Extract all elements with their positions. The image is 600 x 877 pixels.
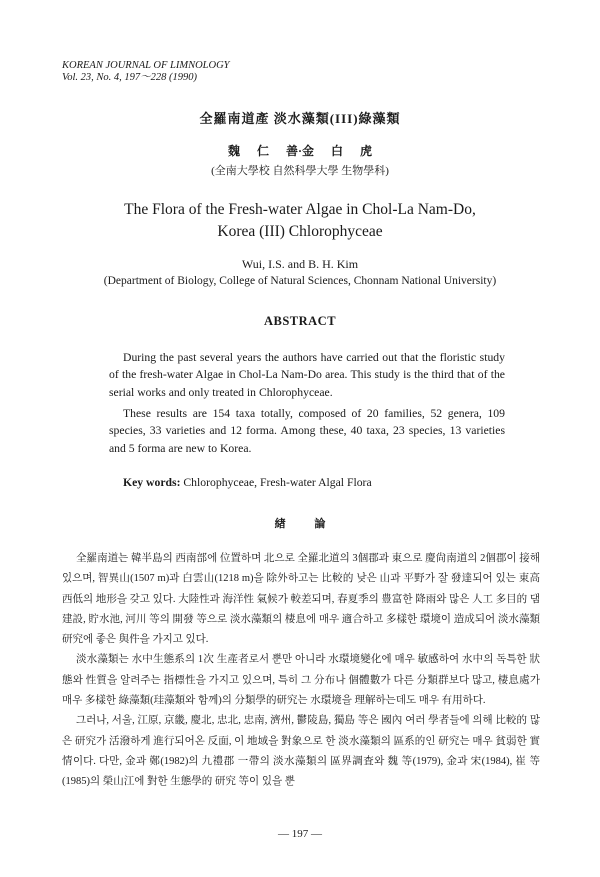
korean-affiliation: (全南大學校 自然科學大學 生物學科) bbox=[211, 165, 389, 177]
keywords-label: Key words: bbox=[123, 476, 181, 489]
body-paragraph-2: 淡水藻類는 水中生態系의 1次 生產者로서 뿐만 아니라 水環境變化에 매우 敏感하여 水中의 독특한 狀態와 性質을 알려주는 指標性을 가지고 있으며, 특히 그 分布나 個體數가 다른 分類群보다 많고, 棲息處가 매우 多樣한 綠藻類(珪藻類와 함께)의 分類學的研究는 水環境을 理解하는데도 매우 有用하다. bbox=[62, 654, 540, 707]
section-heading: 緖 論 bbox=[274, 518, 326, 530]
abstract-text-1: During the past several years the authors have carried out that the floristic study of the fresh-water Algae in Chol-La Nam-Do area. This study is the third that of the serial works and only treated in Chlorophyceae. bbox=[109, 351, 505, 399]
journal-citation: Vol. 23, No. 4, 197～228 (1990) bbox=[62, 72, 198, 83]
journal-name: KOREAN JOURNAL OF LIMNOLOGY bbox=[62, 60, 230, 71]
journal-header bbox=[62, 60, 230, 84]
body-text bbox=[62, 549, 540, 793]
keywords-line bbox=[109, 474, 505, 491]
abstract-text-2: These results are 154 taxa totally, composed of 20 families, 52 genera, 109 species, 33 varieties and 12 forma. Among these, 40 taxa, 23 species, 13 varieties and 5 forma are new to Korea. bbox=[109, 407, 505, 455]
body-paragraph-1: 全羅南道는 韓半島의 西南部에 位置하며 北으로 全羅北道의 3個郡과 東으로 慶尙南道의 2個郡이 接해 있으며, 智異山(1507 m)과 白雲山(1218 m)을 除外하고는 比較的 낮은 山과 平野가 잘 發達되어 있는 東高西低의 地形을 갖고 있다. 大陸性과 海洋性 氣候가 較差되며, 春夏季의 豊富한 降雨와 많은 人工 多目的 댐 建設, 貯水池, 河川 等의 開發 等으로 淡水藻類의 棲息에 매우 適合하고 多樣한 環境이 造成되어 淡水藻類研究에 좋은 與件을 가지고 있다. bbox=[62, 553, 540, 646]
abstract-paragraph-1 bbox=[109, 349, 505, 401]
page-number: — 197 — bbox=[278, 828, 322, 840]
english-authors: Wui, I.S. and B. H. Kim bbox=[241, 257, 359, 271]
abstract-paragraph-2 bbox=[109, 405, 505, 457]
english-title-line1: The Flora of the Fresh-water Algae in Chol-La Nam-Do, bbox=[124, 201, 476, 218]
abstract-heading: ABSTRACT bbox=[263, 314, 337, 328]
english-title-line2: Korea (III) Chlorophyceae bbox=[217, 223, 383, 240]
korean-title: 全羅南道產 淡水藻類(III)綠藻類 bbox=[199, 111, 401, 126]
korean-authors: 魏 仁 善·金 白 虎 bbox=[227, 144, 372, 158]
english-title bbox=[0, 199, 600, 243]
body-paragraph-3: 그러나, 서울, 江原, 京畿, 慶北, 忠北, 忠南, 濟州, 鬱陵島, 獨島 等은 國內 여러 學者들에 의해 比較的 많은 研究가 活潑하게 進行되어온 反面, 이 地域을 對象으로 한 淡水藻類의 區系的인 研究는 매우 貧弱한 實情이다. 다만, 金과 鄭(1982)의 九禮郡 一帶의 淡水藻類의 區界調査와 魏 等(1979), 金과 宋(1984), 崔 等(1985)의 榮山江에 對한 生態學的 研究 等이 있을 뿐 bbox=[62, 715, 540, 788]
english-affiliation: (Department of Biology, College of Natural Sciences, Chonnam National University) bbox=[103, 275, 497, 287]
keywords-text: Chlorophyceae, Fresh-water Algal Flora bbox=[183, 476, 372, 489]
